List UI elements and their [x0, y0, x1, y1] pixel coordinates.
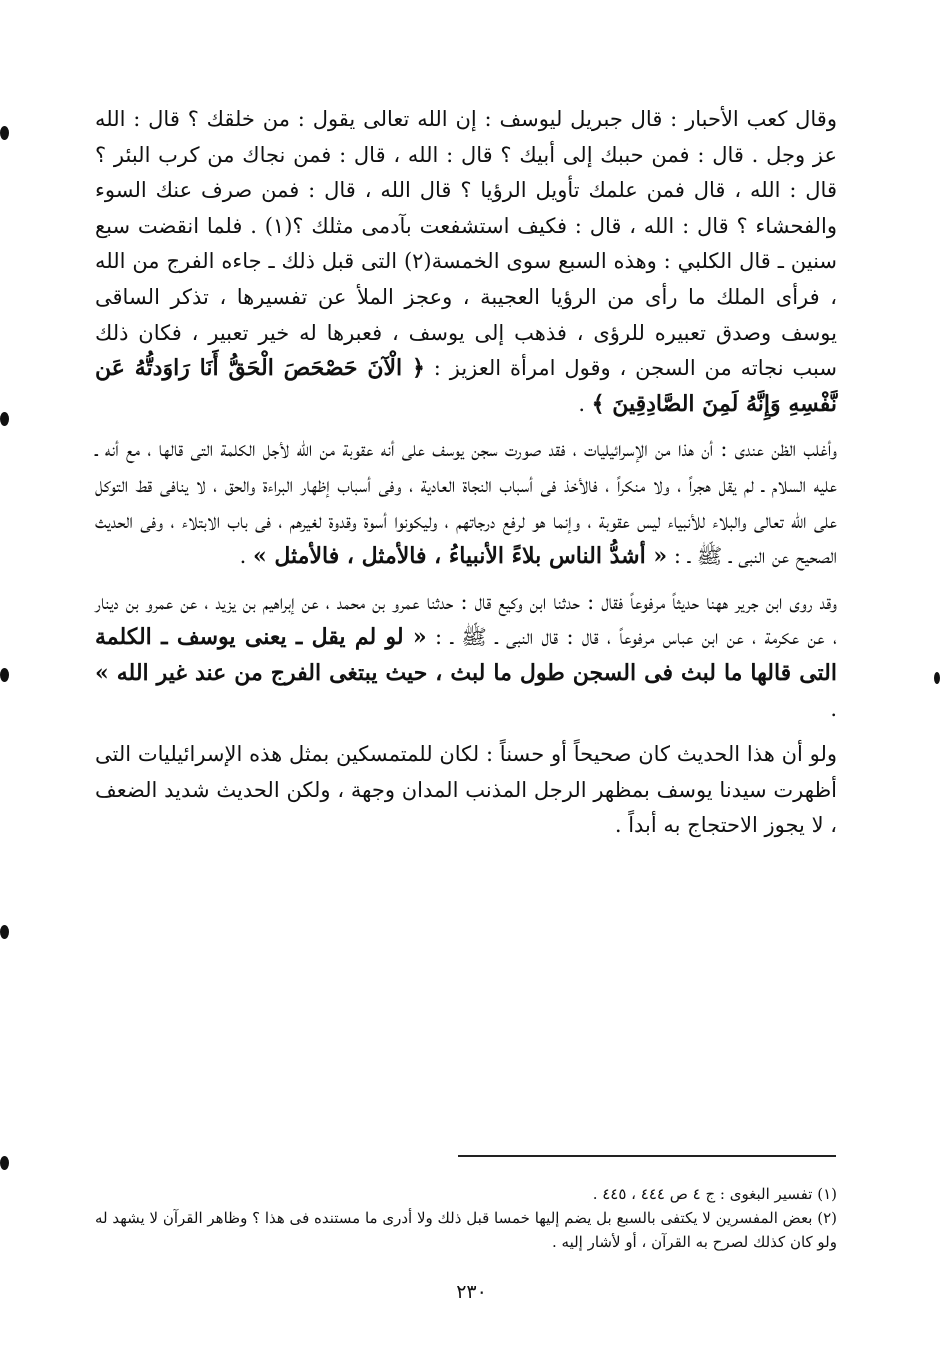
- paragraph-3-text: وقد روى ابن جرير ههنا حديثاً مرفوعاً فقال : حدثنا ابن وكيع قال : حدثنا عمرو بن محمد ، عن إبراهيم بن يزيد ، عن عمرو بن دينار ، عن عكرمة ، عن ابن عباس مرفوعاً ، قال : قال النبى ـ ﷺ ـ :: [95, 589, 837, 650]
- scan-margin-mark: [0, 1156, 9, 1170]
- paragraph-2: [95, 432, 837, 574]
- scan-margin-mark: [934, 672, 940, 684]
- scan-margin-mark: [0, 126, 9, 140]
- footnote-2: (٢) بعض المفسرين لا يكتفى بالسبع بل يضم إليها خمسا قبل ذلك ولا أدرى ما مستنده فى هذا ؟ وظاهر القرآن لا يشهد له ولو كان كذلك لصرح به القرآن ، أو لأشار إليه .: [95, 1209, 837, 1251]
- hadith-quote: « لو لم يقل ـ يعنى يوسف ـ الكلمة التى قالها ما لبث فى السجن طول ما لبث ، حيث يبتغى الفرج من عند غير الله »: [95, 624, 837, 686]
- scan-margin-mark: [0, 668, 9, 682]
- footnote-1: (١) تفسير البغوى : ج ٤ ص ٤٤٤ ، ٤٤٥ .: [592, 1185, 837, 1203]
- paragraph-2-text: وأغلب الظن عندى : أن هذا من الإسرائيليات ، فقد صورت سجن يوسف على أنه عقوبة من الله لأجل الكلمة التى قالها ، مع أنه ـ عليه السلام ـ لم يقل هجراً ، ولا منكراً ، فالأخذ فى أسباب النجاة العادية ، وفى أسباب إظهار البراءة والحق ، لا ينافى قط التوكل على الله تعالى والبلاء للأنبياء ليس عقوبة ، وإنما هو لرفع درجاتهم ، وليكونوا أسوة وقدوة لغيرهم ، فى باب الابتلاء ، وفى الحديث الصحيح عن النبى ـ ﷺ ـ :: [95, 437, 837, 569]
- paragraph-1-text: وقال كعب الأحبار : قال جبريل ليوسف : إن الله تعالى يقول : من خلقك ؟ قال : الله عز وجل . قال : فمن حببك إلى أبيك ؟ قال : الله ، قال : فمن نجاك من كرب البئر ؟ قال : الله ، قال فمن علمك تأويل الرؤيا ؟ قال الله ، قال : فمن صرف عنك السوء والفحشاء ؟ قال : الله ، قال : فكيف استشفعت بآدمى مثلك ؟(١) . فلما انقضت سبع سنين ـ قال الكلبي : وهذه السبع سوى الخمسة(٢) التى قبل ذلك ـ جاءه الفرج من الله ، فرأى الملك ما رأى من الرؤيا العجيبة ، وعجز الملأ عن تفسيرها ، تذكر الساقى يوسف وصدق تعبيره للرؤى ، فذهب إلى يوسف ، فعبرها له خير تعبير ، فكان ذلك سبب نجاته من السجن ، وقول امرأة العزيز :: [95, 107, 837, 381]
- paragraph-4: ولو أن هذا الحديث كان صحيحاً أو حسناً : لكان للمتمسكين بمثل هذه الإسرائيليات التى أظهرت سيدنا يوسف بمظهر الرجل المذنب المدان وجهة ، ولكن الحديث شديد الضعف ، لا يجوز الاحتجاج به أبداً .: [95, 742, 837, 838]
- page-number: ٢٣٠: [456, 1281, 487, 1303]
- scan-margin-mark: [0, 412, 9, 426]
- footnote-divider: [458, 1155, 836, 1157]
- footnotes: [95, 1182, 837, 1254]
- page-body: [95, 102, 837, 844]
- hadith-quote: « أشدُّ الناس بلاءً الأنبياءُ ، فالأمثل ، فالأمثل »: [252, 543, 668, 570]
- paragraph-2-end: .: [239, 544, 253, 569]
- paragraph-1-end: .: [578, 391, 592, 416]
- quran-verse: ﴿ الْآنَ حَصْحَصَ الْحَقُّ أَنَا رَاوَدتُّهُ عَن نَّفْسِهِ وَإِنَّهُ لَمِنَ الصَّادِقِينَ ﴾: [95, 355, 837, 417]
- paragraph-1: [95, 102, 837, 422]
- paragraph-3: [95, 585, 837, 727]
- paragraph-3-end: .: [830, 696, 837, 721]
- scan-margin-mark: [0, 925, 9, 939]
